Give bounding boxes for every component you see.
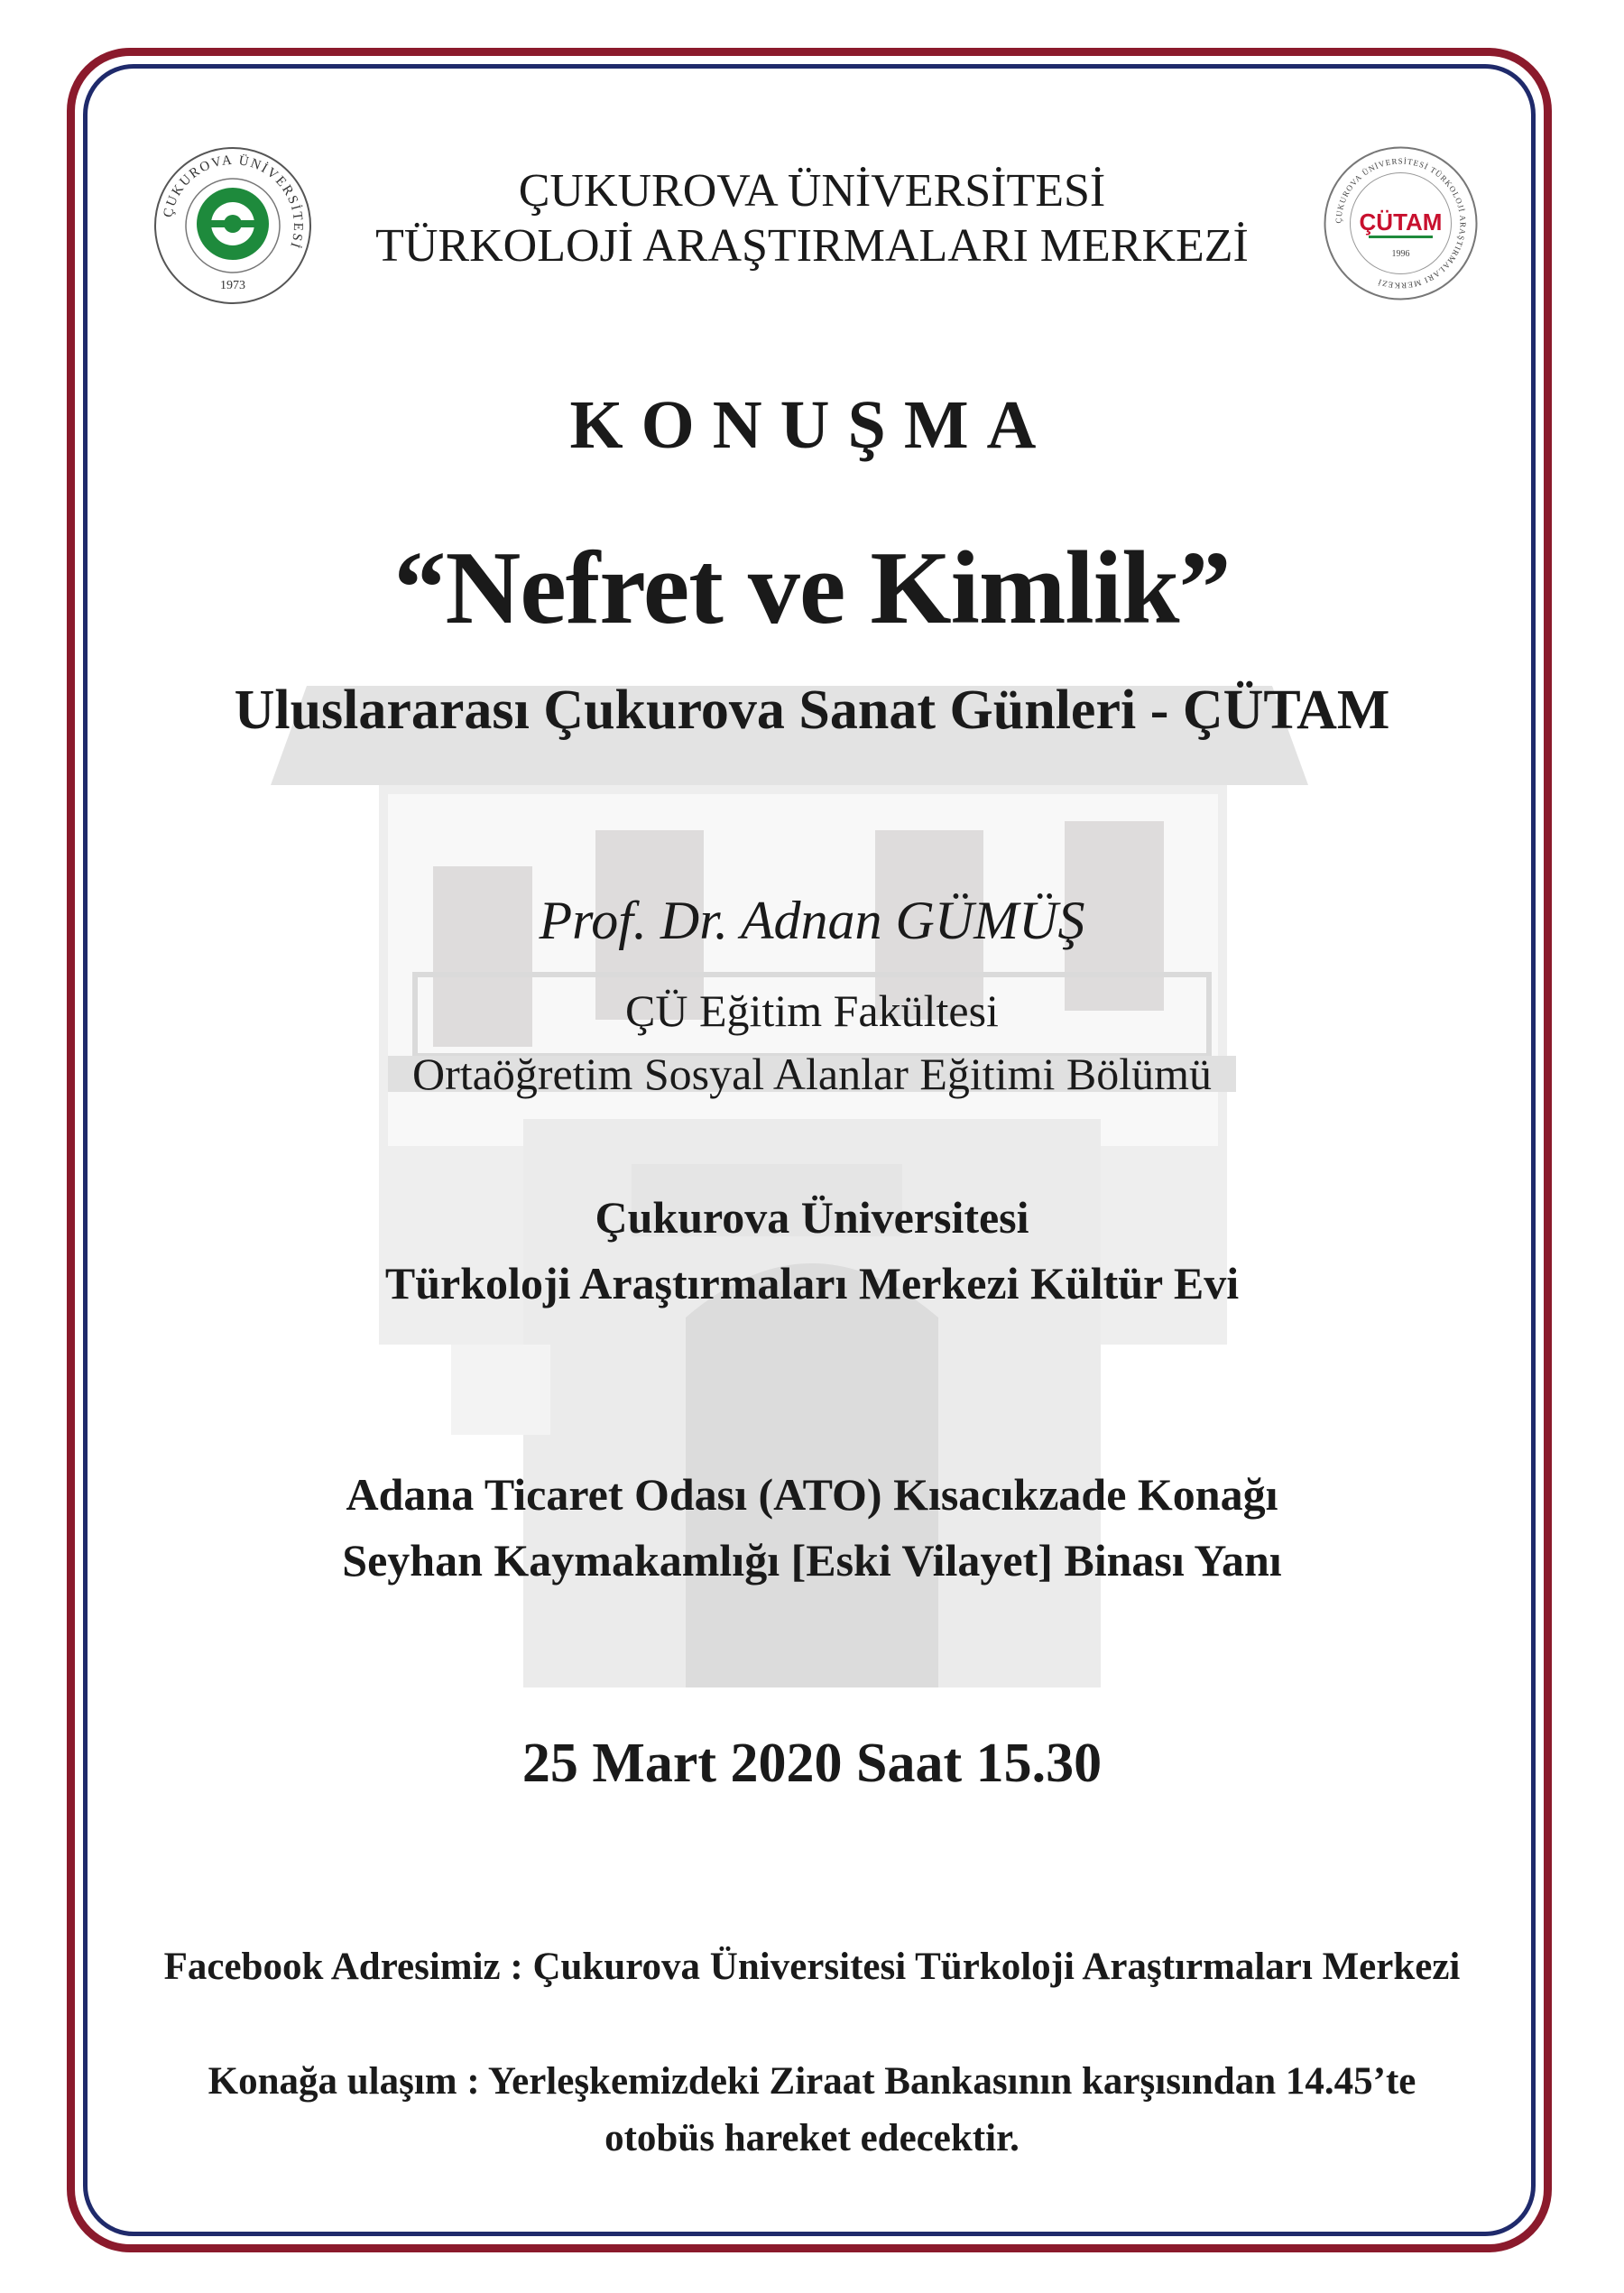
speaker-affiliation-line1: ÇÜ Eğitim Fakültesi xyxy=(625,985,999,1036)
university-seal-year: 1973 xyxy=(220,279,245,292)
venue-address-line2: Seyhan Kaymakamlığı [Eski Vilayet] Binası Yanı xyxy=(342,1535,1282,1586)
cutam-seal-text: ÇUKUROVA ÜNİVERSİTESİ TÜRKOLOJİ ARAŞTIRMALARI MERKEZİ xyxy=(1333,156,1468,291)
speaker-name: Prof. Dr. Adnan GÜMÜŞ xyxy=(539,891,1085,950)
event-datetime: 25 Mart 2020 Saat 15.30 xyxy=(521,1733,1103,1794)
transport-info-line1: Konağa ulaşım : Yerleşkemizdeki Ziraat Bankasının karşısından 14.45’te xyxy=(208,2060,1416,2103)
event-kind-heading: KONUŞMA xyxy=(569,387,1055,463)
org-name-line2: TÜRKOLOJİ ARAŞTIRMALARI MERKEZİ xyxy=(375,220,1249,272)
facebook-address: Facebook Adresimiz : Çukurova Üniversitesi Türkoloji Araştırmaları Merkezi xyxy=(163,1946,1461,1988)
cutam-seal-year: 1996 xyxy=(1391,249,1410,259)
building-background-image xyxy=(253,578,1331,1687)
org-name-line1: ÇUKUROVA ÜNİVERSİTESİ xyxy=(518,165,1106,217)
event-series: Uluslararası Çukurova Sanat Günleri - ÇÜTAM xyxy=(234,680,1390,741)
cutam-brand-text: ÇÜTAM xyxy=(1359,208,1443,236)
venue-address-line1: Adana Ticaret Odası (ATO) Kısacıkzade Konağı xyxy=(346,1469,1278,1520)
speaker-affiliation-line2: Ortaöğretim Sosyal Alanlar Eğitimi Bölümü xyxy=(411,1049,1212,1099)
transport-info-line2: otobüs hareket edecektir. xyxy=(604,2117,1020,2159)
event-title: “Nefret ve Kimlik” xyxy=(393,531,1231,646)
university-seal-text: ÇUKUROVA ÜNİVERSİTESİ xyxy=(161,153,306,252)
venue-line2: Türkoloji Araştırmaları Merkezi Kültür Evi xyxy=(384,1258,1240,1308)
venue-line1: Çukurova Üniversitesi xyxy=(595,1192,1029,1243)
